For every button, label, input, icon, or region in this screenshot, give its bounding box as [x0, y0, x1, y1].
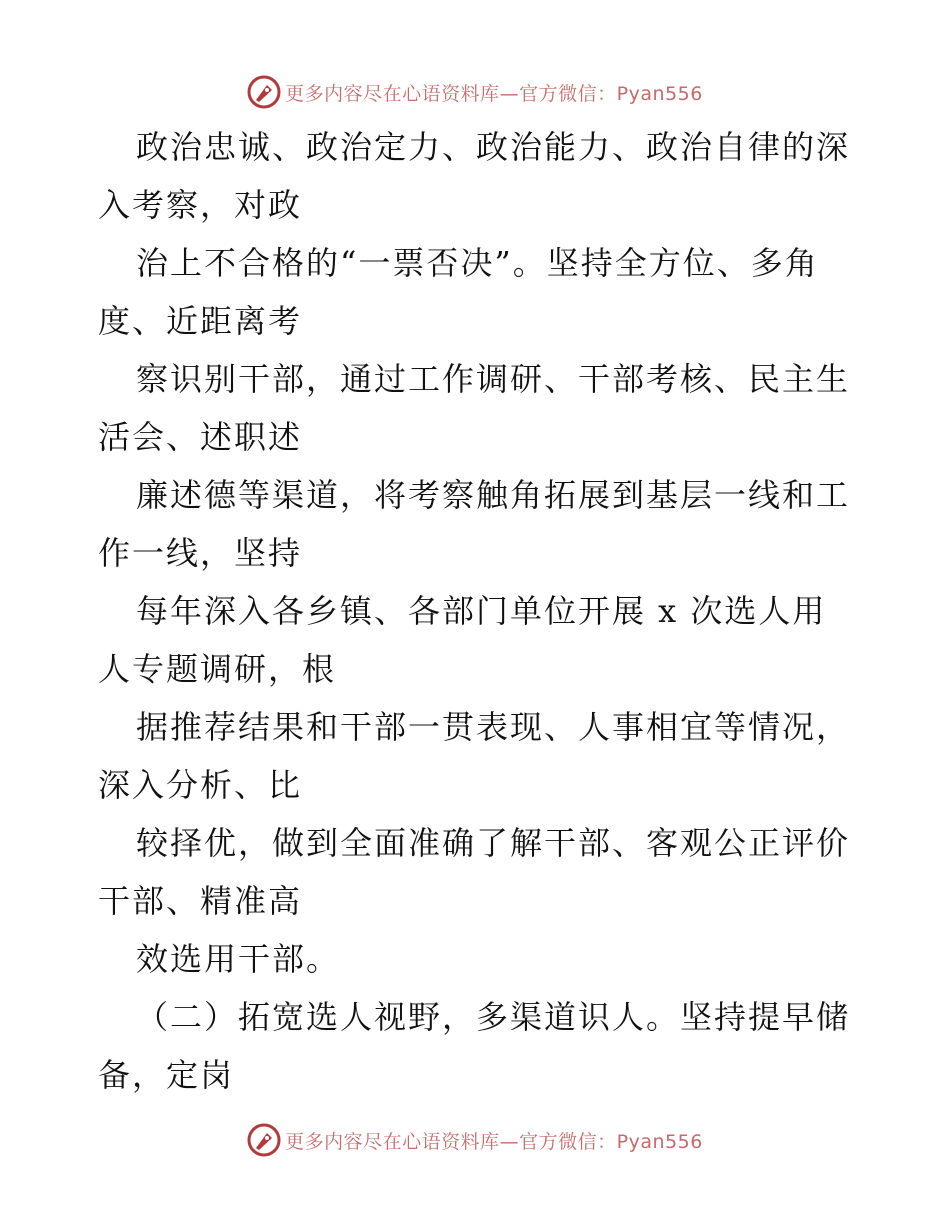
text-line: 度、近距离考 — [98, 302, 303, 340]
text-line: 入考察，对政 — [98, 186, 303, 224]
text-line: （二）拓宽选人视野，多渠道识人。坚持提早储 — [136, 998, 851, 1036]
text-line: 效选用干部。 — [136, 940, 341, 978]
text-line: 每年深入各乡镇、各部门单位开展 x 次选人用 — [136, 592, 827, 630]
pen-nib-logo-icon — [247, 75, 281, 109]
pen-nib-logo-icon — [247, 1123, 281, 1157]
header-banner — [0, 72, 950, 112]
text-line: 较择优，做到全面准确了解干部、客观公正评价 — [136, 824, 851, 862]
text-line: 政治忠诚、政治定力、政治能力、政治自律的深 — [136, 128, 851, 166]
footer-banner — [0, 1120, 950, 1160]
text-line: 察识别干部，通过工作调研、干部考核、民主生 — [136, 360, 851, 398]
text-line: 作一线，坚持 — [98, 534, 303, 572]
footer-banner-text: 更多内容尽在心语资料库—官方微信：Pyan556 — [285, 1130, 703, 1153]
text-line: 人专题调研，根 — [98, 650, 337, 688]
text-line: 治上不合格的“一票否决”。坚持全方位、多角 — [136, 244, 819, 282]
text-line: 活会、述职述 — [98, 418, 303, 456]
text-line: 干部、精准高 — [98, 882, 303, 920]
text-line: 廉述德等渠道，将考察触角拓展到基层一线和工 — [136, 476, 851, 514]
header-banner-text: 更多内容尽在心语资料库—官方微信：Pyan556 — [285, 82, 703, 105]
document-body — [98, 118, 858, 1104]
text-line: 深入分析、比 — [98, 766, 303, 804]
text-line: 备，定岗 — [98, 1056, 235, 1094]
text-line: 据推荐结果和干部一贯表现、人事相宜等情况， — [136, 708, 851, 746]
